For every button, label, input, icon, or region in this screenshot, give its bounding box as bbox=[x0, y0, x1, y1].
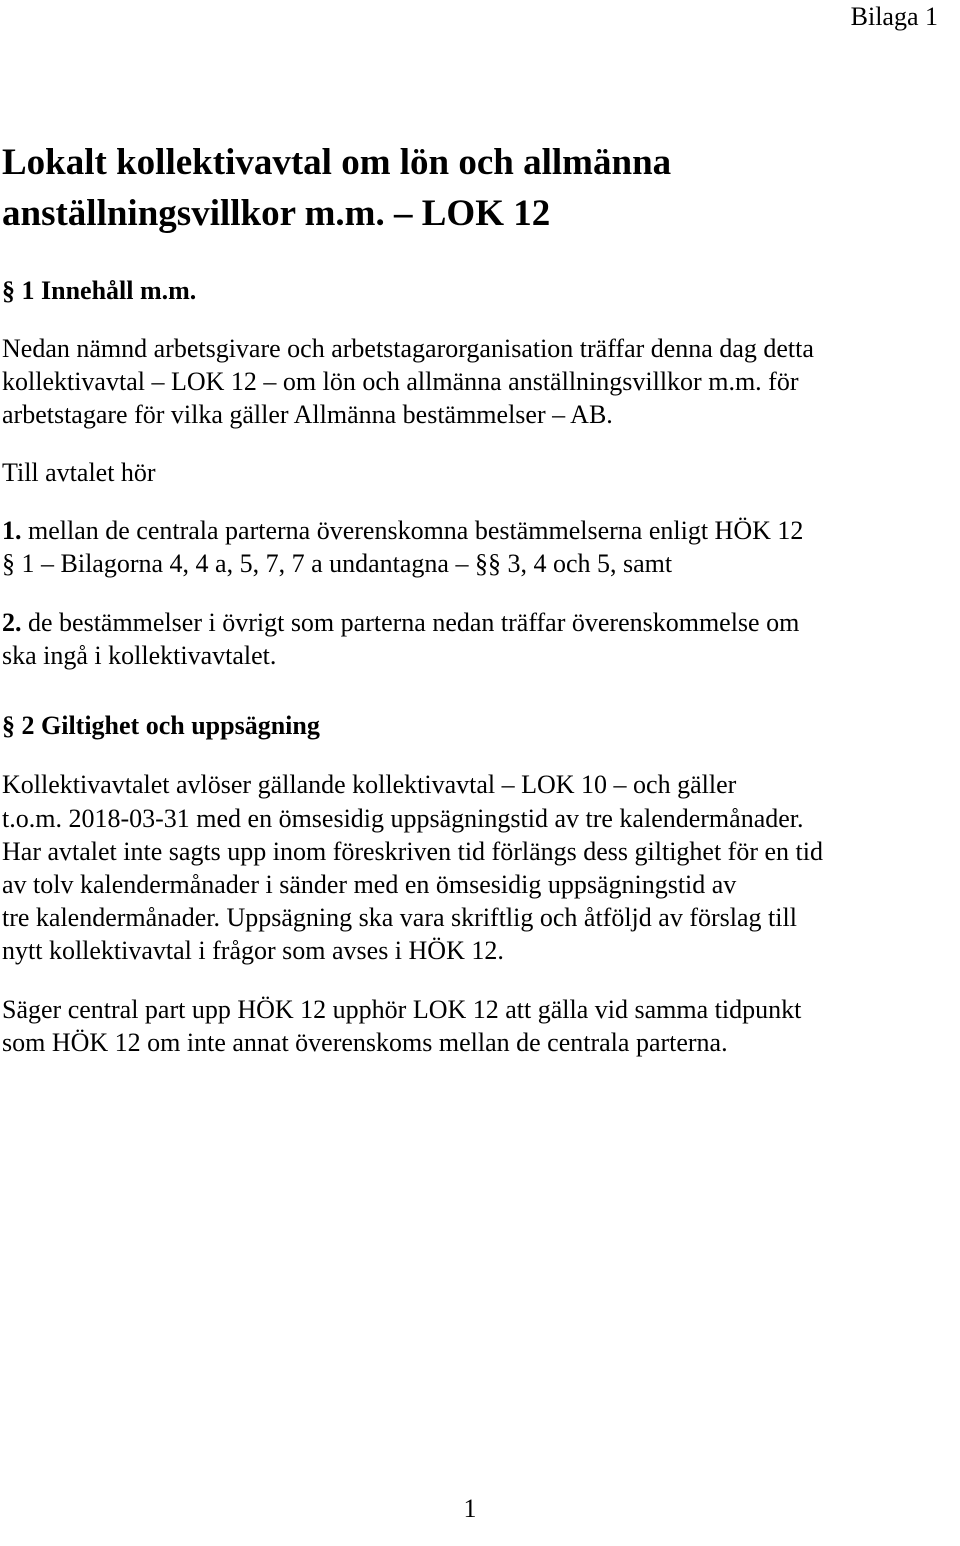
termination-paragraph-line: som HÖK 12 om inte annat överenskoms mellan de centrala parterna. bbox=[2, 1028, 728, 1057]
till-avtalet-label: Till avtalet hör bbox=[2, 458, 156, 487]
intro-text-line: Nedan nämnd arbetsgivare och arbetstagarorganisation träffar denna dag detta bbox=[2, 334, 814, 363]
intro-text-line: arbetstagare för vilka gäller Allmänna bestämmelser – AB. bbox=[2, 400, 613, 429]
termination-paragraph-line: Säger central part upp HÖK 12 upphör LOK 12 att gälla vid samma tidpunkt bbox=[2, 995, 802, 1024]
document-title-line-2: anställningsvillkor m.m. – LOK 12 bbox=[2, 193, 551, 234]
validity-paragraph-line: nytt kollektivavtal i frågor som avses i HÖK 12. bbox=[2, 936, 504, 965]
list-item-1-text: mellan de centrala parterna överenskomna bestämmelserna enligt HÖK 12 bbox=[21, 516, 804, 545]
list-item-2-line-2: ska ingå i kollektivavtalet. bbox=[2, 641, 277, 670]
intro-text-line: kollektivavtal – LOK 12 – om lön och allmänna anställningsvillkor m.m. för bbox=[2, 367, 799, 396]
attachment-label: Bilaga 1 bbox=[850, 2, 938, 31]
list-item-1-line-1 bbox=[2, 516, 803, 546]
validity-paragraph-line: av tolv kalendermånader i sänder med en ömsesidig uppsägningstid av bbox=[2, 870, 737, 899]
validity-paragraph-line: Kollektivavtalet avlöser gällande kollektivavtal – LOK 10 – och gäller bbox=[2, 770, 737, 799]
validity-paragraph-line: t.o.m. 2018-03-31 med en ömsesidig uppsägningstid av tre kalendermånader. bbox=[2, 804, 804, 833]
validity-paragraph-line: Har avtalet inte sagts upp inom föreskriven tid förlängs dess giltighet för en tid bbox=[2, 837, 823, 866]
section-2-heading: § 2 Giltighet och uppsägning bbox=[2, 711, 320, 740]
validity-paragraph-line: tre kalendermånader. Uppsägning ska vara skriftlig och åtföljd av förslag till bbox=[2, 903, 797, 932]
list-item-1-number: 1. bbox=[2, 516, 22, 545]
list-item-2-text: de bestämmelser i övrigt som parterna nedan träffar överenskommelse om bbox=[21, 608, 800, 637]
list-item-2-number: 2. bbox=[2, 608, 22, 637]
page-number: 1 bbox=[463, 1494, 477, 1523]
section-1-heading: § 1 Innehåll m.m. bbox=[2, 276, 197, 305]
document-title-line-1: Lokalt kollektivavtal om lön och allmänna bbox=[2, 142, 672, 183]
list-item-2-line-1 bbox=[2, 608, 799, 638]
list-item-1-line-2: § 1 – Bilagorna 4, 4 a, 5, 7, 7 a undantagna – §§ 3, 4 och 5, samt bbox=[2, 549, 673, 578]
